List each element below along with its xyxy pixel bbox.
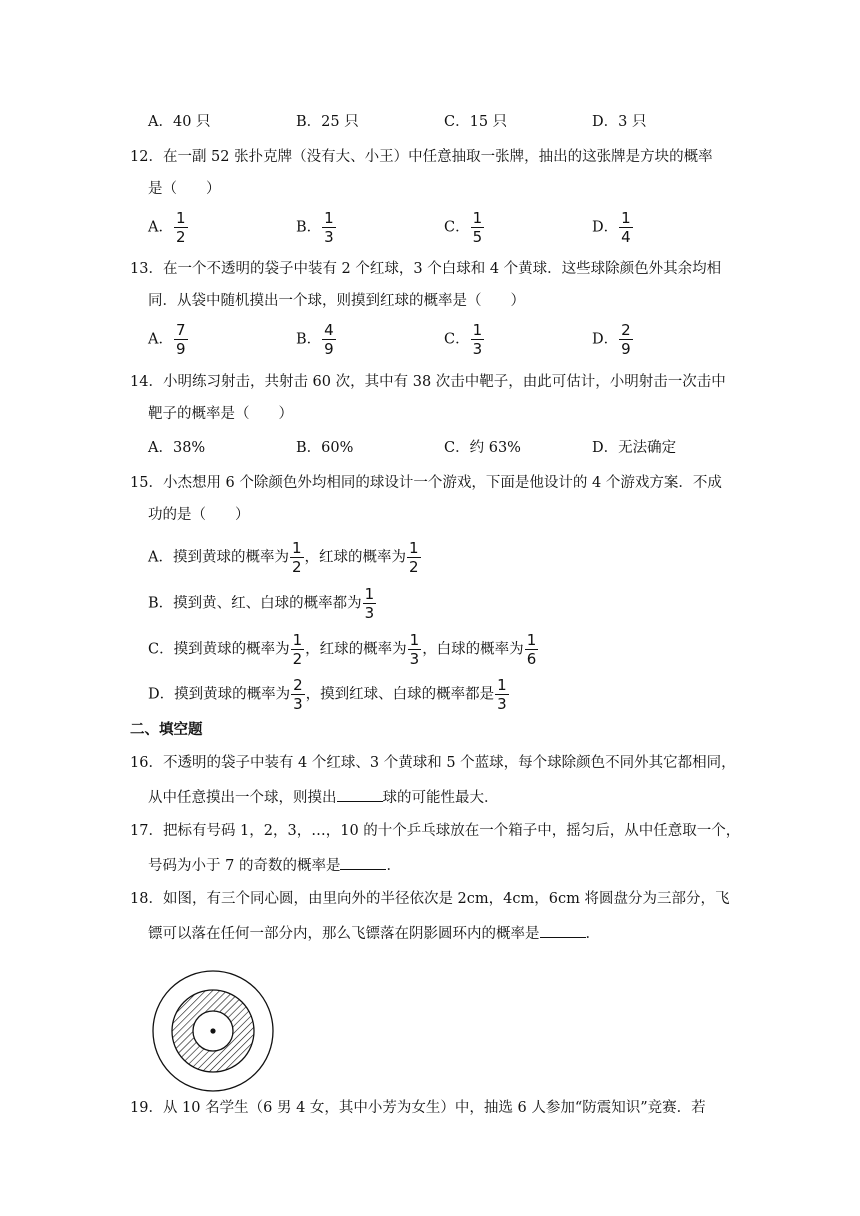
q14-option-b[interactable]: B．60%: [296, 440, 354, 456]
section-heading-fill-in: 二、填空题: [130, 722, 203, 738]
q15-option-a[interactable]: A．摸到黄球的概率为 $\frac{1}{2}$ ，红球的概率为 $\frac{1}{2}$: [148, 539, 419, 576]
q12-stem-line1: 12．在一副 52 张扑克牌（没有大、小王）中任意抽取一张牌，抽出的这张牌是方块的概率: [130, 149, 713, 165]
answer-blank[interactable]: [340, 855, 386, 870]
fraction: $\frac{1}{3}$: [409, 631, 420, 668]
q18-stem-line2: 镖可以落在任何一部分内，那么飞镖落在阴影圆环内的概率是 ．: [148, 923, 600, 944]
q12-option-b[interactable]: B． $\frac{1}{3}$: [296, 209, 334, 246]
q14-stem-line2: 靶子的概率是（ ）: [148, 406, 293, 422]
q19-stem-line1: 19．从 10 名学生（6 男 4 女，其中小芳为女生）中，抽选 6 人参加“防震知识”竞赛．若: [130, 1100, 706, 1116]
q18-stem-line1: 18．如图，有三个同心圆，由里向外的半径依次是 2cm，4cm，6cm 将圆盘分为三部分，飞: [130, 891, 730, 907]
answer-blank[interactable]: [540, 923, 586, 938]
fraction: $\frac{1}{3}$: [364, 585, 375, 622]
q15-option-b[interactable]: B．摸到黄、红、白球的概率都为 $\frac{1}{3}$: [148, 585, 375, 622]
fraction: $\frac{1}{3}$: [324, 209, 334, 246]
q15-option-c[interactable]: C．摸到黄球的概率为 $\frac{1}{2}$ ，红球的概率为 $\frac{1}{3}$ ，白球的概率为 $\frac{1}{6}$: [148, 631, 537, 668]
concentric-circles-figure: [150, 968, 276, 1094]
q13-option-c[interactable]: C． $\frac{1}{3}$: [444, 321, 483, 358]
center-dot: [210, 1028, 215, 1033]
q15-option-d[interactable]: D．摸到黄球的概率为 $\frac{2}{3}$ ，摸到红球、白球的概率都是 $\frac{1}{3}$: [148, 676, 507, 713]
q15-stem-line1: 15．小杰想用 6 个除颜色外均相同的球设计一个游戏，下面是他设计的 4 个游戏方案．不成: [130, 475, 722, 491]
fraction: $\frac{1}{3}$: [472, 321, 483, 358]
q12-option-a[interactable]: A． $\frac{1}{2}$: [148, 209, 186, 246]
fraction: $\frac{1}{2}$: [175, 209, 186, 246]
q11-option-d[interactable]: D．3 只: [592, 114, 647, 130]
q12-option-c[interactable]: C． $\frac{1}{5}$: [444, 209, 483, 246]
q14-stem-line1: 14．小明练习射击，共射击 60 次，其中有 38 次击中靶子，由此可估计，小明射击一次击中: [130, 374, 726, 390]
fraction: $\frac{1}{4}$: [621, 209, 631, 246]
fraction: $\frac{7}{9}$: [175, 321, 186, 358]
q11-option-c[interactable]: C．15 只: [444, 114, 508, 130]
fraction: $\frac{1}{6}$: [526, 631, 537, 668]
q13-option-d[interactable]: D． $\frac{2}{9}$: [592, 321, 631, 358]
q12-option-d[interactable]: D． $\frac{1}{4}$: [592, 209, 631, 246]
q17-stem-line2: 号码为小于 7 的奇数的概率是 ．: [148, 855, 401, 876]
fraction: $\frac{1}{3}$: [497, 676, 507, 713]
q17-stem-line1: 17．把标有号码 1，2，3，…，10 的十个乒乓球放在一个箱子中，摇匀后，从中任意取一个，: [130, 823, 741, 839]
answer-blank[interactable]: [337, 787, 383, 802]
q15-stem-line2: 功的是（ ）: [148, 507, 250, 523]
q11-option-b[interactable]: B．25 只: [296, 114, 359, 130]
fraction: $\frac{4}{9}$: [324, 321, 334, 358]
q13-option-a[interactable]: A． $\frac{7}{9}$: [148, 321, 186, 358]
fraction: $\frac{1}{2}$: [292, 631, 303, 668]
q13-stem-line1: 13．在一个不透明的袋子中装有 2 个红球，3 个白球和 4 个黄球．这些球除颜色外其余均相: [130, 261, 722, 277]
fraction: $\frac{1}{5}$: [472, 209, 483, 246]
q13-option-b[interactable]: B． $\frac{4}{9}$: [296, 321, 334, 358]
q14-option-d[interactable]: D．无法确定: [592, 440, 677, 456]
fraction: $\frac{1}{2}$: [291, 539, 302, 576]
q16-stem-line2: 从中任意摸出一个球，则摸出 球的可能性最大．: [148, 787, 499, 808]
q14-option-c[interactable]: C．约 63%: [444, 440, 521, 456]
q11-option-a[interactable]: A．40 只: [148, 114, 211, 130]
q13-stem-line2: 同．从袋中随机摸出一个球，则摸到红球的概率是（ ）: [148, 293, 525, 309]
q12-stem-line2: 是（ ）: [148, 181, 221, 197]
fraction: $\frac{2}{9}$: [621, 321, 631, 358]
fraction: $\frac{2}{3}$: [293, 676, 303, 713]
q16-stem-line1: 16．不透明的袋子中装有 4 个红球、3 个黄球和 5 个蓝球，每个球除颜色不同外其它都相同，: [130, 755, 736, 771]
fraction: $\frac{1}{2}$: [409, 539, 419, 576]
q14-option-a[interactable]: A．38%: [148, 440, 206, 456]
